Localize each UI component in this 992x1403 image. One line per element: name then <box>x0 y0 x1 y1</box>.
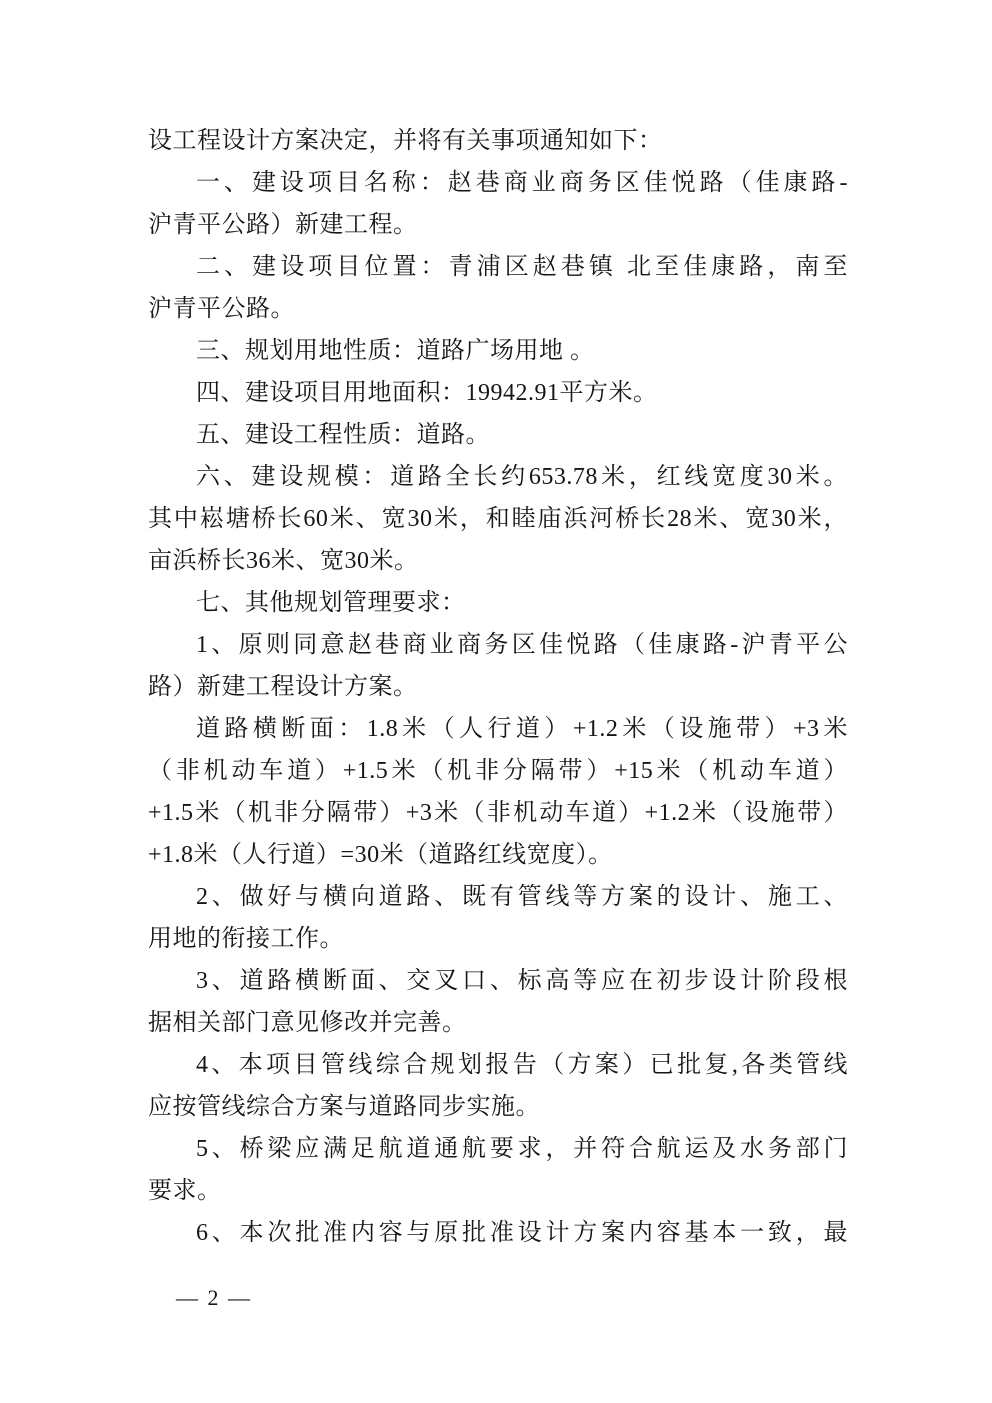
text-line: 设工程设计方案决定，并将有关事项通知如下： <box>148 128 663 154</box>
text-line: 4、本项目管线综合规划报告（方案）已批复,各类管线 <box>196 1052 848 1078</box>
text-line: 5、桥梁应满足航道通航要求，并符合航运及水务部门 <box>196 1136 848 1162</box>
text-line: 五、建设工程性质：道路。 <box>196 422 490 448</box>
text-line: 路）新建工程设计方案。 <box>148 674 418 700</box>
document-body <box>148 120 848 1254</box>
text-line: 应按管线综合方案与道路同步实施。 <box>148 1094 540 1120</box>
text-line: 四、建设项目用地面积：19942.91平方米。 <box>196 380 658 406</box>
page-number: — 2 — <box>176 1285 252 1310</box>
text-line: 六、建设规模：道路全长约653.78米，红线宽度30米。 <box>196 464 848 490</box>
text-line: 用地的衔接工作。 <box>148 926 344 952</box>
text-line: 6、本次批准内容与原批准设计方案内容基本一致，最 <box>196 1220 848 1246</box>
text-line: 三、规划用地性质：道路广场用地 。 <box>196 338 595 364</box>
text-line: 其中崧塘桥长60米、宽30米，和睦庙浜河桥长28米、宽30米， <box>148 506 848 532</box>
text-line: 二、建设项目位置：青浦区赵巷镇 北至佳康路，南至 <box>196 254 848 280</box>
text-line: +1.8米（人行道）=30米（道路红线宽度）。 <box>148 842 613 868</box>
text-line: 1、原则同意赵巷商业商务区佳悦路（佳康路-沪青平公 <box>196 632 848 658</box>
text-line: +1.5米（机非分隔带）+3米（非机动车道）+1.2米（设施带） <box>148 800 848 826</box>
text-line: （非机动车道）+1.5米（机非分隔带）+15米（机动车道） <box>148 758 848 784</box>
text-line: 2、做好与横向道路、既有管线等方案的设计、施工、 <box>196 884 848 910</box>
text-line: 据相关部门意见修改并完善。 <box>148 1010 467 1036</box>
text-line: 七、其他规划管理要求： <box>196 590 466 616</box>
text-line: 3、道路横断面、交叉口、标高等应在初步设计阶段根 <box>196 968 848 994</box>
text-line: 沪青平公路。 <box>148 296 295 322</box>
text-line: 一、建设项目名称：赵巷商业商务区佳悦路（佳康路- <box>196 170 848 196</box>
text-line: 亩浜桥长36米、宽30米。 <box>148 548 419 574</box>
text-line: 要求。 <box>148 1178 222 1204</box>
text-line: 沪青平公路）新建工程。 <box>148 212 418 238</box>
text-line: 道路横断面：1.8米（人行道）+1.2米（设施带）+3米 <box>196 716 848 742</box>
